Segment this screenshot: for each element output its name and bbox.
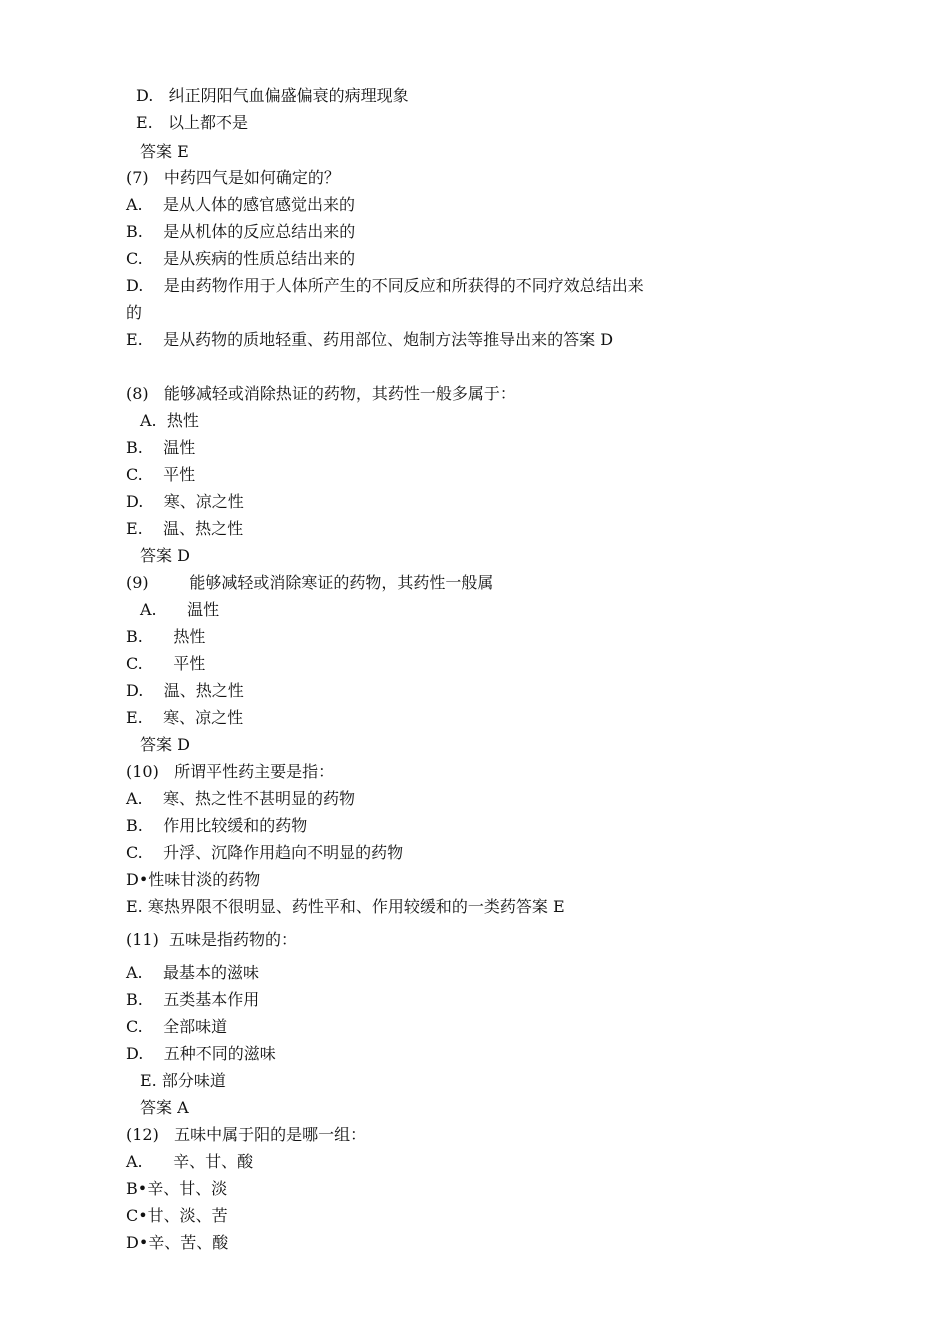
option-line: D. 寒、凉之性 bbox=[126, 492, 244, 511]
option-line: D. 五种不同的滋味 bbox=[126, 1044, 276, 1063]
option-line: D. 是由药物作用于人体所产生的不同反应和所获得的不同疗效总结出来 bbox=[126, 276, 644, 295]
option-line: D. 温、热之性 bbox=[126, 681, 244, 700]
option-line: E. 部分味道 bbox=[140, 1071, 226, 1090]
option-line: E. 寒、凉之性 bbox=[126, 708, 244, 727]
option-line-continued: 的 bbox=[126, 303, 143, 322]
option-line: A. 辛、甘、酸 bbox=[126, 1152, 254, 1171]
answer-line: 答案 E bbox=[140, 142, 189, 161]
option-line: E. 以上都不是 bbox=[136, 113, 249, 132]
answer-line: 答案 D bbox=[140, 735, 190, 754]
option-line: C. 平性 bbox=[126, 465, 196, 484]
option-line: B. 五类基本作用 bbox=[126, 990, 260, 1009]
option-line: C•甘、淡、苦 bbox=[126, 1206, 228, 1225]
option-line: B•辛、甘、淡 bbox=[126, 1179, 228, 1198]
option-line: C. 全部味道 bbox=[126, 1017, 228, 1036]
option-line: B. 热性 bbox=[126, 627, 206, 646]
question-line: (9) 能够减轻或消除寒证的药物，其药性一般属 bbox=[126, 573, 494, 592]
option-line: E. 是从药物的质地轻重、药用部位、炮制方法等推导出来的答案 D bbox=[126, 330, 614, 349]
option-line: A. 最基本的滋味 bbox=[126, 963, 259, 982]
option-line: C. 是从疾病的性质总结出来的 bbox=[126, 249, 356, 268]
option-line: E. 温、热之性 bbox=[126, 519, 244, 538]
option-line: D•性味甘淡的药物 bbox=[126, 870, 261, 889]
option-line: A. 是从人体的感官感觉出来的 bbox=[126, 195, 355, 214]
option-line: A. 温性 bbox=[140, 600, 220, 619]
question-line: (10) 所谓平性药主要是指： bbox=[126, 762, 335, 781]
option-line: D. 纠正阴阳气血偏盛偏衰的病理现象 bbox=[136, 86, 409, 105]
answer-line: 答案 D bbox=[140, 546, 190, 565]
option-line: A. 寒、热之性不甚明显的药物 bbox=[126, 789, 355, 808]
option-line: A. 热性 bbox=[140, 411, 199, 430]
answer-line: 答案 A bbox=[140, 1098, 189, 1117]
option-line: B. 是从机体的反应总结出来的 bbox=[126, 222, 356, 241]
option-line: B. 作用比较缓和的药物 bbox=[126, 816, 308, 835]
option-line: B. 温性 bbox=[126, 438, 196, 457]
option-line: D•辛、苦、酸 bbox=[126, 1233, 229, 1252]
option-line: E. 寒热界限不很明显、药性平和、作用较缓和的一类药答案 E bbox=[126, 897, 565, 916]
question-line: (12) 五味中属于阳的是哪一组： bbox=[126, 1125, 367, 1144]
question-line: (8) 能够减轻或消除热证的药物，其药性一般多属于： bbox=[126, 384, 516, 403]
option-line: C. 平性 bbox=[126, 654, 206, 673]
question-line: (11) 五味是指药物的： bbox=[126, 930, 298, 949]
question-line: (7) 中药四气是如何确定的？ bbox=[126, 168, 340, 187]
option-line: C. 升浮、沉降作用趋向不明显的药物 bbox=[126, 843, 404, 862]
